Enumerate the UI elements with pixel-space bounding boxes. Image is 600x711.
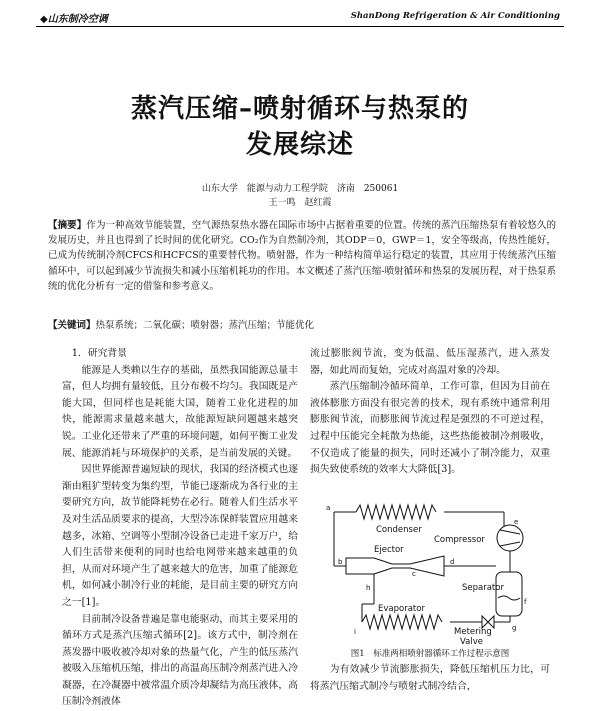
metering-label-1: Metering bbox=[454, 627, 492, 637]
point-label-i: i bbox=[354, 628, 356, 636]
condenser-label: Condenser bbox=[376, 525, 422, 535]
point-label-f: f bbox=[524, 598, 527, 606]
paper-title-line-1: 蒸汽压缩–喷射循环与热泵的 bbox=[60, 92, 540, 126]
separator-liquid-level bbox=[498, 596, 520, 600]
section-heading: 1．研究背景 bbox=[62, 346, 298, 363]
left-column bbox=[62, 346, 298, 711]
compressor-symbol bbox=[497, 525, 523, 551]
affiliation: 山东大学 能源与动力工程学院 济南 250061 bbox=[60, 183, 540, 196]
metering-label-2: Valve bbox=[460, 637, 483, 646]
left-paragraph-1: 能源是人类赖以生存的基础，虽然我国能源总量丰富，但人均拥有量较低，且分布极不均匀。我国既是产能大国，但同样也是耗能大国，随着工业化进程的加快，能源需求量越来越大，故能源短缺问题越来越突锐。工业化还带来了严重的环境问题，如何平衡工业发展、能源消耗与环境保护的关系，是当前发展的关键。 bbox=[62, 363, 298, 463]
ejector-cycle-diagram bbox=[314, 494, 546, 646]
keywords-label: 【关键词】 bbox=[48, 320, 96, 331]
keywords-text: 热泵系统；二氧化碳；喷射器；蒸汽压缩；节能优化 bbox=[96, 320, 315, 331]
compressor-label: Compressor bbox=[434, 535, 485, 545]
abstract-text: 作为一种高效节能装置，空气源热泵热水器在国际市场中占据着重要的位置。传统的蒸汽压缩热泵有着较悠久的发展历史，并且也得到了长时间的优化研究。CO₂作为自然制冷剂，其ODP＝0，GWP＝1，安全等级高，传热性能好，已成为传统制冷剂CFCS和HCFCS的重要替代物。喷射器，作为一种结构简单运行稳定的装置，其应用于传统蒸汽压缩循环中，可以起到减少节流损失和减小压缩机耗功的作用。本文概述了蒸汽压缩-喷射循环和热泵的发展历程，对于热泵系统的优化分析有一定的借鉴和参考意义。 bbox=[48, 220, 556, 292]
right-paragraph-2: 蒸汽压缩制冷循环简单，工作可靠，但因为目前在液体膨胀方面没有很完善的技术，现有系统中通常利用膨胀阀节流，而膨胀阀节流过程是强烈的不可逆过程，过程中压能完全耗散为热能，这些热能被制冷剂吸收，不仅造成了能量的损失，同时还减小了制冷能力，双重损失致使系统的效率大大降低[3]。 bbox=[310, 379, 550, 479]
keywords bbox=[48, 318, 556, 333]
ejector-body bbox=[346, 556, 444, 576]
right-paragraph-1: 流过膨胀阀节流，变为低温、低压湿蒸汽，进入蒸发器，如此周而复始，完成对高温对象的冷却。 bbox=[310, 346, 550, 379]
separator-label: Separator bbox=[462, 583, 504, 593]
point-label-b: b bbox=[338, 558, 343, 566]
point-label-a: a bbox=[326, 504, 330, 512]
point-label-h: h bbox=[366, 584, 370, 592]
right-column-continued bbox=[310, 662, 550, 695]
journal-name-english: ShanDong Refrigeration & Air Conditioning bbox=[351, 11, 560, 21]
authors: 王一鸣 赵红霞 bbox=[60, 197, 540, 210]
right-paragraph-3: 为有效减少节流膨胀损失，降低压缩机压力比，可将蒸汽压缩式制冷与喷射式制冷结合， bbox=[310, 662, 550, 695]
left-paragraph-2: 因世界能源普遍短缺的现状，我国的经济模式也逐渐由粗犷型转变为集约型，节能已逐渐成为各行业的主要研究方向，故节能降耗势在必行。随着人们生活水平及对生活品质要求的提高，大型冷冻保鲜装置应用越来越多，冰箱、空调等小型制冷设备已走进千家万户，给人们生活带来便利的同时也给电网带来越来越重的负担，从而对环境产生了越来越大的危害，加重了能源危机，如何减小制冷行业的耗能，是目前主要的研究方向之一[1]。 bbox=[62, 462, 298, 611]
point-label-d: d bbox=[450, 558, 454, 566]
compressor-lines bbox=[500, 530, 520, 546]
separator-vessel bbox=[496, 572, 522, 616]
evaporator-coil bbox=[362, 615, 442, 629]
journal-name: ◆山东制冷空调 bbox=[40, 10, 108, 25]
abstract bbox=[48, 218, 556, 294]
point-label-g: g bbox=[512, 624, 516, 632]
ejector-label: Ejector bbox=[374, 545, 404, 555]
point-label-c: c bbox=[412, 570, 416, 578]
condenser-coil bbox=[356, 505, 436, 519]
header-rule bbox=[36, 26, 564, 27]
abstract-label: 【摘要】 bbox=[48, 220, 86, 231]
evaporator-label: Evaporator bbox=[378, 604, 425, 614]
right-column bbox=[310, 346, 550, 479]
point-label-e: e bbox=[514, 518, 518, 526]
left-paragraph-3: 目前制冷设备普遍是靠电能驱动，而其主要采用的循环方式是蒸汽压缩式循环[2]。该方式中，制冷剂在蒸发器中吸收被冷却对象的热量气化，产生的低压蒸汽被吸入压缩机压缩，排出的高温高压制冷剂蒸汽进入冷凝器，在冷凝器中被常温介质冷却凝结为高压液体，高压制冷剂液体 bbox=[62, 612, 298, 711]
paper-title-line-2: 发展综述 bbox=[60, 128, 540, 162]
figure-caption: 图1 标准两相喷射器循环工作过程示意图 bbox=[310, 647, 550, 659]
